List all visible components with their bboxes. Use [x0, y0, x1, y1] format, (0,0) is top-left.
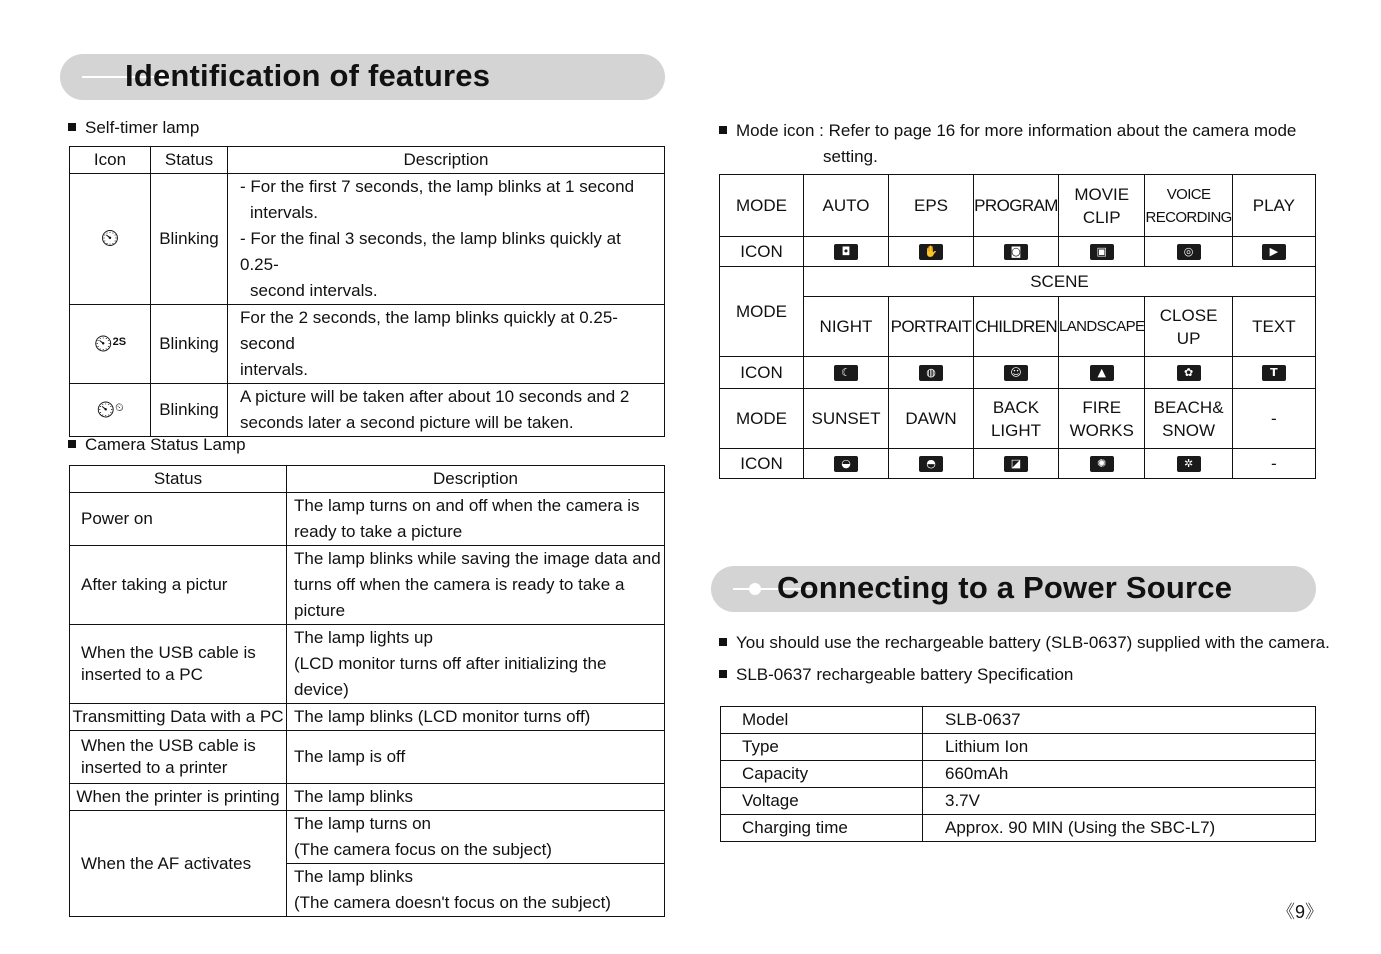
mode-cell: NIGHT — [804, 297, 889, 357]
camera-icon: ◘ — [834, 244, 858, 260]
table-row — [721, 788, 1316, 815]
description-line: The lamp turns on and off when the camera is — [294, 496, 640, 515]
scene-label: SCENE — [804, 267, 1316, 297]
description-line: - For the final 3 seconds, the lamp blinks quickly at 0.25- — [240, 229, 621, 274]
mode-cell: - — [1232, 389, 1315, 449]
mode-cell: TEXT — [1232, 297, 1315, 357]
spec-value: Approx. 90 MIN (Using the SBC-L7) — [923, 815, 1316, 842]
mode-cell-line: CLOSE — [1159, 305, 1218, 325]
program-camera-icon: ◙ — [1004, 244, 1028, 260]
battery-spec-table — [720, 706, 1316, 842]
status-line: inserted to a printer — [81, 758, 228, 777]
status-lamp-table — [69, 465, 665, 917]
table-row — [70, 731, 665, 784]
description-line: picture — [294, 601, 346, 620]
table-row — [721, 707, 1316, 734]
mode-cell-line: CLIP — [1082, 207, 1121, 227]
mode-cell: EPS — [889, 175, 974, 237]
description-line: (The camera doesn't focus on the subject) — [294, 893, 611, 912]
status-cell: Blinking — [151, 384, 228, 437]
description-line: - For the first 7 seconds, the lamp blinks at 1 second — [240, 177, 635, 196]
description-line: (LCD monitor turns off after initializing the device) — [294, 654, 607, 699]
mode-icon-heading: Mode icon : Refer to page 16 for more information about the camera mode setting. — [719, 118, 1296, 170]
mode-cell: PLAY — [1232, 175, 1315, 237]
table-row — [70, 546, 665, 625]
description-line: The lamp lights up — [294, 628, 433, 647]
section-header-identification — [60, 54, 665, 100]
description-line: A picture will be taken after about 10 seconds and 2 — [240, 387, 630, 406]
spec-value: Lithium Ion — [923, 734, 1316, 761]
self-timer-table — [69, 146, 665, 437]
description-line: The lamp blinks — [287, 784, 665, 811]
table-row — [720, 175, 1316, 237]
bullet-square-icon — [719, 670, 727, 678]
status-lamp-heading: Camera Status Lamp — [68, 435, 246, 455]
children-icon: ☺ — [1004, 365, 1028, 381]
bullet-square-icon — [719, 126, 727, 134]
spec-key: Capacity — [721, 761, 923, 788]
double-self-timer-icon: ⏲ — [96, 395, 116, 424]
mode-cell: SUNSET — [804, 389, 889, 449]
mode-cell: PROGRAM — [974, 175, 1059, 237]
table-row — [70, 784, 665, 811]
mode-icon-table — [719, 174, 1316, 479]
closeup-icon: ✿ — [1177, 365, 1201, 381]
status-line: inserted to a PC — [81, 665, 203, 684]
mode-cell: CHILDREN — [974, 297, 1059, 357]
play-icon: ▶ — [1262, 244, 1286, 260]
icon-label: ICON — [720, 449, 804, 479]
mode-cell: PORTRAIT — [889, 297, 974, 357]
column-header-description: Description — [228, 147, 665, 174]
mode-cell: AUTO — [804, 175, 889, 237]
status-cell: Blinking — [151, 174, 228, 305]
description-line: ready to take a picture — [294, 522, 463, 541]
icon-label: ICON — [720, 237, 804, 267]
self-timer-2s-label: 2S — [112, 335, 127, 348]
table-row — [720, 449, 1316, 479]
power-bullet-2: SLB-0637 rechargeable battery Specification — [719, 665, 1073, 685]
table-row — [720, 389, 1316, 449]
description-line: intervals. — [250, 203, 319, 222]
column-header-status: Status — [151, 147, 228, 174]
section-header-power-source — [711, 566, 1316, 612]
mode-cell: - — [1232, 449, 1315, 479]
description-line: intervals. — [240, 360, 309, 379]
icon-label: ICON — [720, 357, 804, 389]
column-header-description: Description — [287, 466, 665, 493]
table-row — [721, 815, 1316, 842]
fireworks-icon: ✺ — [1090, 456, 1114, 472]
night-icon: ☾ — [834, 365, 858, 381]
spec-value: 3.7V — [923, 788, 1316, 815]
status-cell: After taking a pictur — [70, 546, 287, 625]
mode-cell-line: WORKS — [1069, 420, 1134, 440]
table-row — [70, 625, 665, 704]
spec-key: Charging time — [721, 815, 923, 842]
mode-cell-line: VOICE — [1166, 185, 1211, 203]
status-line: When the USB cable is — [81, 736, 256, 755]
status-cell: Transmitting Data with a PC — [70, 704, 287, 731]
description-line: second intervals. — [250, 281, 378, 300]
description-line: The lamp turns on — [294, 814, 432, 833]
portrait-icon: ◍ — [919, 365, 943, 381]
table-row — [720, 297, 1316, 357]
mode-label: MODE — [720, 267, 804, 357]
table-row — [70, 493, 665, 546]
mode-cell-line: BACK — [992, 397, 1040, 417]
description-line: (The camera focus on the subject) — [294, 840, 552, 859]
hand-icon: ✋ — [919, 244, 943, 260]
text-icon: T — [1262, 365, 1286, 381]
description-line: The lamp blinks — [294, 867, 414, 886]
header-decoration-dot — [749, 583, 761, 595]
description-line: turns off when the camera is ready to take a — [294, 575, 625, 594]
spec-key: Type — [721, 734, 923, 761]
table-row — [720, 237, 1316, 267]
mode-cell: LANDSCAPE — [1059, 297, 1145, 357]
bullet-square-icon — [68, 440, 76, 448]
description-line: The lamp blinks while saving the image data and — [294, 549, 661, 568]
mode-cell-line: UP — [1176, 328, 1201, 348]
mode-cell-line: FIRE — [1082, 397, 1122, 417]
bullet-square-icon — [68, 123, 76, 131]
column-header-status: Status — [70, 466, 287, 493]
self-timer-icon: ⏲ — [100, 223, 120, 252]
description-line: The lamp is off — [287, 731, 665, 784]
column-header-icon: Icon — [70, 147, 151, 174]
sunset-icon: ◒ — [834, 456, 858, 472]
table-row — [720, 357, 1316, 389]
mode-cell-line: SNOW — [1162, 420, 1216, 440]
backlight-icon: ◪ — [1004, 456, 1028, 472]
table-row: ⏲⏲ Blinking A picture will be taken after about 10 seconds and 2 seconds later a second picture will be taken. — [70, 384, 665, 437]
mode-label: MODE — [720, 175, 804, 237]
status-cell: When the printer is printing — [70, 784, 287, 811]
mode-cell: DAWN — [889, 389, 974, 449]
mode-cell-line: RECORDING — [1145, 208, 1232, 226]
status-cell: When the AF activates — [70, 811, 287, 917]
table-row — [70, 174, 665, 305]
description-line: For the 2 seconds, the lamp blinks quickly at 0.25-second — [240, 308, 618, 353]
dawn-icon: ◓ — [919, 456, 943, 472]
self-timer-heading: Self-timer lamp — [68, 118, 199, 138]
self-timer-2s-icon: ⏲ — [93, 329, 113, 358]
power-bullet-1: You should use the rechargeable battery (SLB-0637) supplied with the camera. — [719, 633, 1330, 653]
mode-cell-line: MOVIE — [1074, 184, 1130, 204]
table-row — [720, 267, 1316, 297]
table-row — [70, 704, 665, 731]
mode-cell-line: LIGHT — [990, 420, 1042, 440]
voice-recording-icon: ◎ — [1177, 244, 1201, 260]
description-line: The lamp blinks (LCD monitor turns off) — [287, 704, 665, 731]
page-number: 《9》 — [1276, 902, 1323, 922]
bullet-square-icon — [719, 638, 727, 646]
table-row — [721, 734, 1316, 761]
table-row — [721, 761, 1316, 788]
table-row — [70, 811, 665, 864]
table-row — [70, 305, 665, 384]
spec-value: SLB-0637 — [923, 707, 1316, 734]
section-title: Connecting to a Power Source — [777, 570, 1233, 605]
movie-icon: ▣ — [1090, 244, 1114, 260]
beach-snow-icon: ✲ — [1177, 456, 1201, 472]
mode-cell-line: BEACH& — [1153, 397, 1224, 417]
section-title: Identification of features — [125, 58, 491, 93]
status-cell: Power on — [70, 493, 287, 546]
status-line: When the USB cable is — [81, 643, 256, 662]
spec-value: 660mAh — [923, 761, 1316, 788]
spec-key: Voltage — [721, 788, 923, 815]
landscape-icon: ▲ — [1090, 365, 1114, 381]
description-line: seconds later a second picture will be taken. — [240, 413, 574, 432]
status-cell: Blinking — [151, 305, 228, 384]
spec-key: Model — [721, 707, 923, 734]
mode-label: MODE — [720, 389, 804, 449]
